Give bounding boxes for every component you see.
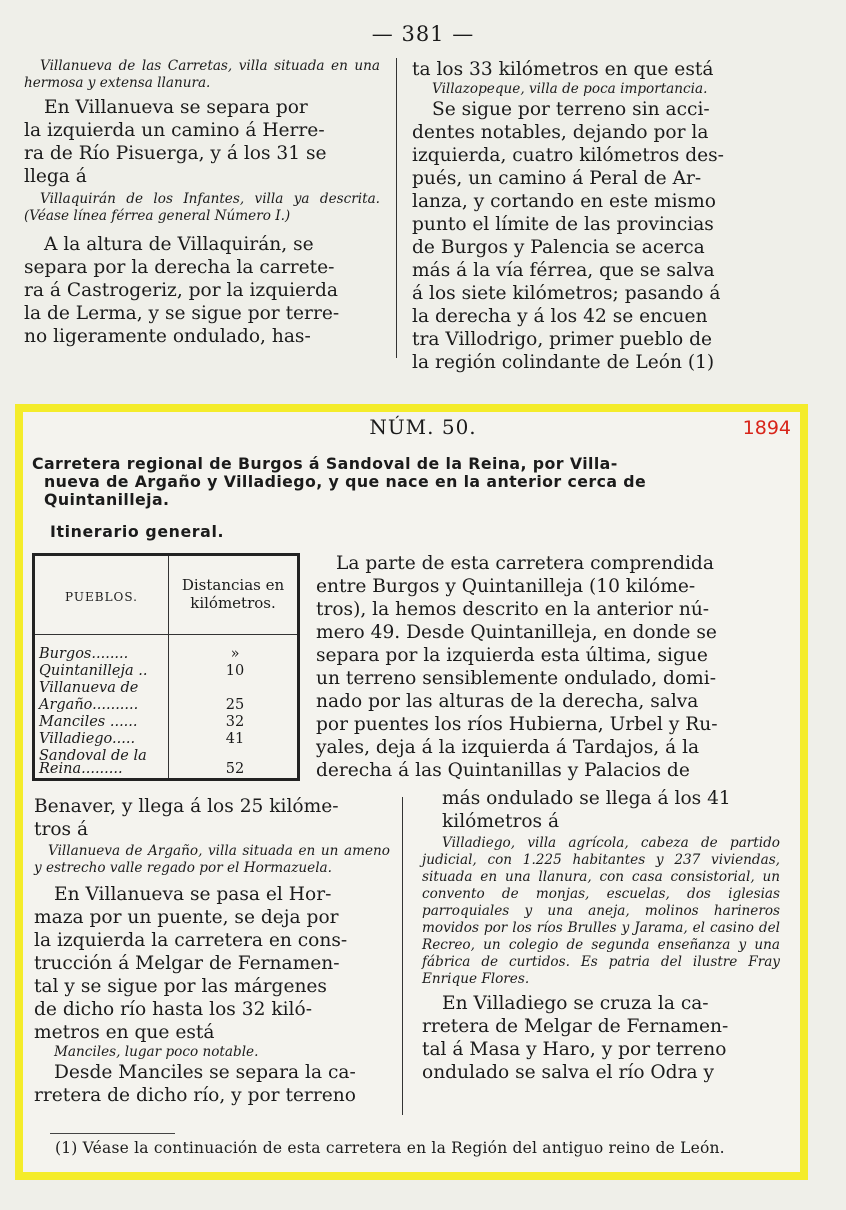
text-line: punto el límite de las provincias	[412, 214, 714, 235]
text-line: izquierda, cuatro kilómetros des-	[412, 145, 724, 166]
paragraph-lines	[24, 233, 380, 348]
lower-right-column	[422, 787, 780, 1084]
text-line: Desde Manciles se separa la ca-	[54, 1062, 356, 1083]
text-line: separa por la derecha la carrete-	[24, 257, 335, 278]
text-line: llega á	[24, 166, 87, 187]
town-name: Reina.........	[39, 761, 123, 777]
caption-villazopeque: Villazopeque, villa de poca importancia.	[432, 81, 708, 97]
intro-paragraph	[316, 552, 781, 782]
text-line: rretera de dicho río, y por terreno	[34, 1085, 356, 1106]
footnote-rule	[50, 1133, 175, 1134]
text-line: un terreno sensiblemente ondulado, domi-	[316, 668, 717, 689]
text-line: maza por un puente, se deja por	[34, 907, 339, 928]
text-line: ta los 33 kilómetros en que está	[412, 59, 714, 80]
caption-villanueva-carretas: Villanueva de las Carretas, villa situada en una hermosa y extensa llanura.	[24, 58, 380, 91]
text-line: de dicho río hasta los 32 kiló-	[34, 999, 312, 1020]
lower-left-column	[34, 795, 390, 1107]
text-line: á los siete kilómetros; pasando á	[412, 283, 721, 304]
text-line: En Villanueva se separa por	[44, 97, 308, 118]
road-title-line: Quintanilleja.	[44, 490, 170, 509]
column-divider	[402, 797, 403, 1115]
text-line: ra á Castrogeriz, por la izquierda	[24, 280, 338, 301]
text-line: por puentes los ríos Hubierna, Urbel y Ru-	[316, 714, 718, 735]
town-distance: 32	[225, 714, 245, 730]
table-header-distances	[169, 576, 297, 612]
table-row	[39, 663, 297, 680]
text-line: la de Lerma, y se sigue por terre-	[24, 303, 340, 324]
town-name: Quintanilleja ..	[39, 663, 148, 679]
town-name: Argaño..........	[39, 697, 139, 713]
text-line: La parte de esta carretera comprendida	[336, 553, 714, 574]
caption-villanueva-argano: Villanueva de Argaño, villa situada en un ameno y estrecho valle regado por el Hormazuela.	[34, 843, 390, 876]
town-distance: 52	[225, 761, 245, 777]
table-row	[39, 761, 297, 778]
town-distance: »	[230, 646, 240, 662]
text-line: no ligeramente ondulado, has-	[24, 326, 311, 347]
year-stamp: 1894	[742, 417, 791, 439]
text-line: tros), la hemos descrito en la anterior nú-	[316, 599, 710, 620]
paragraph-lines	[24, 96, 380, 188]
text-line: la izquierda la carretera en cons-	[34, 930, 348, 951]
table-header-pueblos: PUEBLOS.	[65, 590, 138, 604]
header-line: Distancias en	[181, 576, 285, 594]
town-name: Burgos........	[39, 646, 129, 662]
text-line: tal á Masa y Haro, y por terreno	[422, 1039, 727, 1060]
text-line: rretera de Melgar de Fernamen-	[422, 1016, 729, 1037]
town-name: Villadiego.....	[39, 731, 136, 747]
town-name: Villanueva de	[39, 680, 139, 696]
table-header-separator	[35, 634, 297, 635]
text-line: yales, deja á la izquierda á Tardajos, á la	[316, 737, 700, 758]
road-title-line: nueva de Argaño y Villadiego, y que nace en la anterior cerca de	[44, 472, 647, 491]
text-line: separa por la izquierda esta última, sigue	[316, 645, 708, 666]
table-row	[39, 714, 297, 731]
text-line: ra de Río Pisuerga, y á los 31 se	[24, 143, 327, 164]
text-line: En Villanueva se pasa el Hor-	[54, 884, 332, 905]
text-line: trucción á Melgar de Fernamen-	[34, 953, 340, 974]
table-row	[39, 646, 297, 663]
text-line: más ondulado se llega á los 41	[442, 788, 731, 809]
text-line: la región colindante de León (1)	[412, 352, 715, 373]
top-left-column	[24, 58, 380, 348]
itinerary-table	[32, 553, 300, 781]
road-title	[32, 455, 787, 509]
text-line: dentes notables, dejando por la	[412, 122, 709, 143]
table-row	[39, 680, 297, 697]
text-line: A la altura de Villaquirán, se	[44, 234, 314, 255]
text-line: kilómetros á	[442, 811, 560, 832]
road-title-line: Carretera regional de Burgos á Sandoval de la Reina, por Villa-	[32, 454, 618, 473]
text-line: la derecha y á los 42 se encuen	[412, 306, 708, 327]
text-line: derecha á las Quintanillas y Palacios de	[316, 760, 690, 781]
town-name: Sandoval de la	[39, 748, 147, 764]
town-name: Manciles ......	[39, 714, 138, 730]
itinerary-title: Itinerario general.	[50, 522, 225, 541]
page-number: — 381 —	[371, 22, 475, 46]
caption-manciles: Manciles, lugar poco notable.	[54, 1044, 259, 1060]
text-line: pués, un camino á Peral de Ar-	[412, 168, 702, 189]
header-line: kilómetros.	[190, 594, 276, 612]
table-row	[39, 731, 297, 748]
table-row	[39, 697, 297, 714]
text-line: tros á	[34, 819, 89, 840]
text-line: metros en que está	[34, 1022, 215, 1043]
text-line: Se sigue por terreno sin acci-	[432, 99, 710, 120]
text-line: nado por las alturas de la derecha, salva	[316, 691, 699, 712]
text-line: mero 49. Desde Quintanilleja, en donde se	[316, 622, 717, 643]
footnote: (1) Véase la continuación de esta carretera en la Región del antiguo reino de León.	[55, 1139, 725, 1157]
text-line: más á la vía férrea, que se salva	[412, 260, 715, 281]
paragraph-lines	[412, 98, 772, 374]
text-line: la izquierda un camino á Herre-	[24, 120, 325, 141]
town-distance: 41	[225, 731, 245, 747]
caption-villaquiran: Villaquirán de los Infantes, villa ya descrita. (Véase línea férrea general Número I.)	[24, 191, 380, 224]
caption-villadiego: Villadiego, villa agrícola, cabeza de partido judicial, con 1.225 habitantes y 237 viviendas, situada en una llanura, con casa consistorial, un convento de monjas, escuelas, dos iglesias parroquiales y una aneja, molinos harineros movidos por los ríos Brulles y Jarama, el casino del Recreo, un colegio de segunda enseñanza y una fábrica de curtidos. Es patria del ilustre Fray Enrique Flores.	[422, 835, 780, 987]
text-line: entre Burgos y Quintanilleja (10 kilóme-	[316, 576, 696, 597]
town-distance: 10	[225, 663, 245, 679]
text-line: tal y se sigue por las márgenes	[34, 976, 327, 997]
text-line: ondulado se salva el río Odra y	[422, 1062, 714, 1083]
column-divider	[396, 58, 397, 358]
text-line: de Burgos y Palencia se acerca	[412, 237, 705, 258]
text-line: Benaver, y llega á los 25 kilóme-	[34, 796, 339, 817]
top-right-column	[412, 58, 772, 374]
paragraph-lines	[422, 992, 780, 1084]
paragraph-lines	[34, 883, 390, 1044]
town-distance: 25	[225, 697, 245, 713]
text-line: lanza, y cortando en este mismo	[412, 191, 716, 212]
text-line: En Villadiego se cruza la ca-	[442, 993, 709, 1014]
text-line: tra Villodrigo, primer pueblo de	[412, 329, 713, 350]
paragraph-lines	[34, 1061, 390, 1107]
section-number-title: NÚM. 50.	[369, 415, 477, 439]
